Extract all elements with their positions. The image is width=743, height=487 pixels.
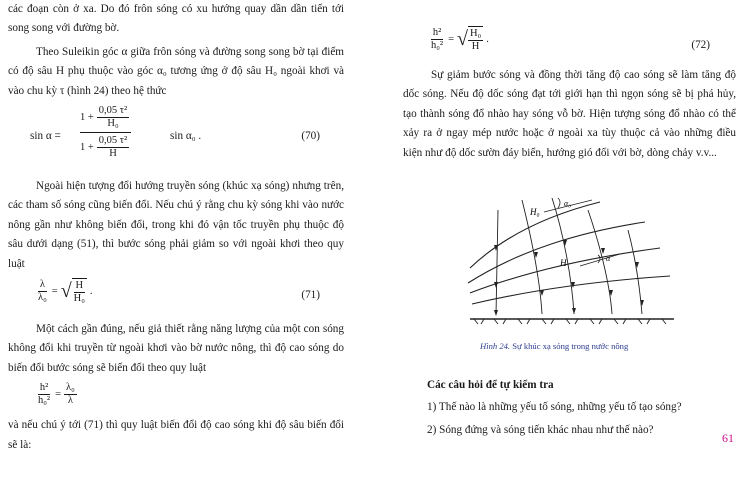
wave-front-2	[468, 222, 645, 283]
paragraph-1: các đoạn còn ở xa. Do đó frôn sóng có xu hướng quay dần dần tiến tới song song với đường bờ.	[8, 3, 344, 35]
eq72-period: .	[486, 33, 489, 45]
eq70-bottom-num: 0,05 τ²	[98, 135, 128, 147]
eq70-rhs: sin α₀ .	[170, 130, 202, 143]
eq70-lhs: sin α =	[30, 130, 61, 143]
question-1: 1) Thế nào là những yếu tố sóng, những yếu tố tạo sóng?	[427, 401, 682, 413]
equation-71	[8, 276, 344, 316]
left-column	[8, 0, 344, 455]
ray-1	[496, 210, 498, 315]
eqh-lhs-den: h₀²	[38, 395, 51, 407]
eq72-rad-num: H₀	[469, 28, 482, 39]
eqh-rhs-num: λ₀	[65, 382, 75, 394]
eq71-rad-num: H	[75, 280, 84, 292]
eq70-top-den: H₀	[107, 118, 119, 130]
eqh-rhs-den: λ	[67, 395, 73, 407]
question-2: 2) Sóng đứng và sóng tiến khác nhau như thế nào?	[427, 424, 654, 436]
eq71-lambda0: λ₀	[38, 292, 47, 304]
eq70-one-bottom: 1 +	[80, 141, 94, 153]
eq70-bottom-den: H	[109, 148, 117, 160]
eq71-period: .	[89, 285, 93, 297]
eq72-lhs-num: h²	[432, 27, 442, 38]
equation-h	[8, 382, 344, 416]
eq71-sqrt: √ $\frac{H}{\text{H₀}}$	[60, 280, 85, 305]
equation-number-71: (71)	[301, 289, 320, 302]
caption-text: Sự khúc xạ sóng trong nước nông	[512, 341, 629, 351]
angle-arc-bottom	[598, 255, 600, 263]
paragraph-5: và nếu chú ý tới (71) thì quy luật biến đổi độ cao sóng khi độ sâu biến đổi sẽ là:	[8, 419, 344, 451]
eq72-rad-den: H	[471, 41, 480, 52]
caption-lead: Hình 24.	[480, 341, 511, 351]
paragraph-2: Theo Suleikin góc α giữa frôn sóng và đường song song bờ tại điểm có độ sâu H phụ thuộc vào góc α₀ tương ứng ở độ sâu H₀ ngoài khơi và vào chu kỳ τ (hình 24) theo hệ thức	[8, 45, 344, 97]
angle-arc-top	[558, 198, 560, 208]
page-number: 61	[722, 431, 734, 445]
ray-5	[628, 230, 642, 314]
eq72-sqrt: √ $\frac{\text{H₀}}{H}$	[456, 28, 482, 52]
eq70-top-num: 0,05 τ²	[98, 105, 128, 117]
label-h0: H₀	[530, 207, 540, 217]
eq71-lambda: λ	[39, 279, 45, 291]
paragraph-4: Một cách gần đúng, nếu giả thiết rằng năng lượng của một con sóng không đổi khi truyền từ ngoài khơi vào bờ nước nông, thì độ cao sóng do biến đổi bước sóng sẽ biến đổi theo quy luật	[8, 323, 344, 374]
equation-72	[403, 0, 736, 58]
eq72-lhs-den: h₀²	[431, 40, 444, 51]
paragraph-6: Sự giảm bước sóng và đồng thời tăng độ cao sóng sẽ làm tăng độ dốc sóng. Nếu độ dốc sóng đạt tới giới hạn thì ngọn sóng sẽ bị phá hủy, tạo thành sóng đổ nhào hay sóng vỗ bờ. Hiện tượng sóng đổ nhào có thể xảy ra ở ngay mép nước hoặc ở ngoài xa tùy thuộc cả vào những điều kiện như độ dốc sườn đáy biển, hướng gió đối với bờ, dòng chảy v.v...	[403, 69, 736, 159]
equation-number-72: (72)	[691, 39, 710, 51]
label-alpha: α	[606, 254, 611, 263]
paragraph-3: Ngoài hiện tượng đổi hướng truyền sóng (khúc xạ sóng) nhưng trên, các tham số sóng cũng biến đổi. Nếu chú ý rằng chu kỳ sóng khi vào nước nông gần như không biến đổi, trong khi đó vận tốc truyền phụ thuộc độ sâu dưới dạng (51), thì bước sóng phải giảm so với ngoài khơi theo quy luật	[8, 180, 344, 270]
eqh-lhs-num: h²	[39, 382, 49, 394]
eq71-equals: =	[51, 285, 58, 297]
label-alpha0: α₀	[564, 199, 571, 208]
eq72-equals: =	[448, 33, 454, 45]
questions-heading: Các câu hỏi để tự kiểm tra	[427, 379, 554, 391]
equation-number-70: (70)	[301, 130, 320, 143]
ray-2	[522, 200, 542, 314]
wave-refraction-figure	[460, 190, 680, 330]
eqh-equals: =	[55, 389, 61, 401]
eq71-rad-den: H₀	[73, 293, 85, 305]
label-h: H	[560, 258, 567, 268]
eq70-big-fraction	[80, 105, 131, 160]
eq70-one-top: 1 +	[80, 111, 94, 123]
ray-arrowheads	[494, 240, 644, 316]
figure-caption	[480, 341, 628, 351]
equation-70	[8, 103, 344, 177]
